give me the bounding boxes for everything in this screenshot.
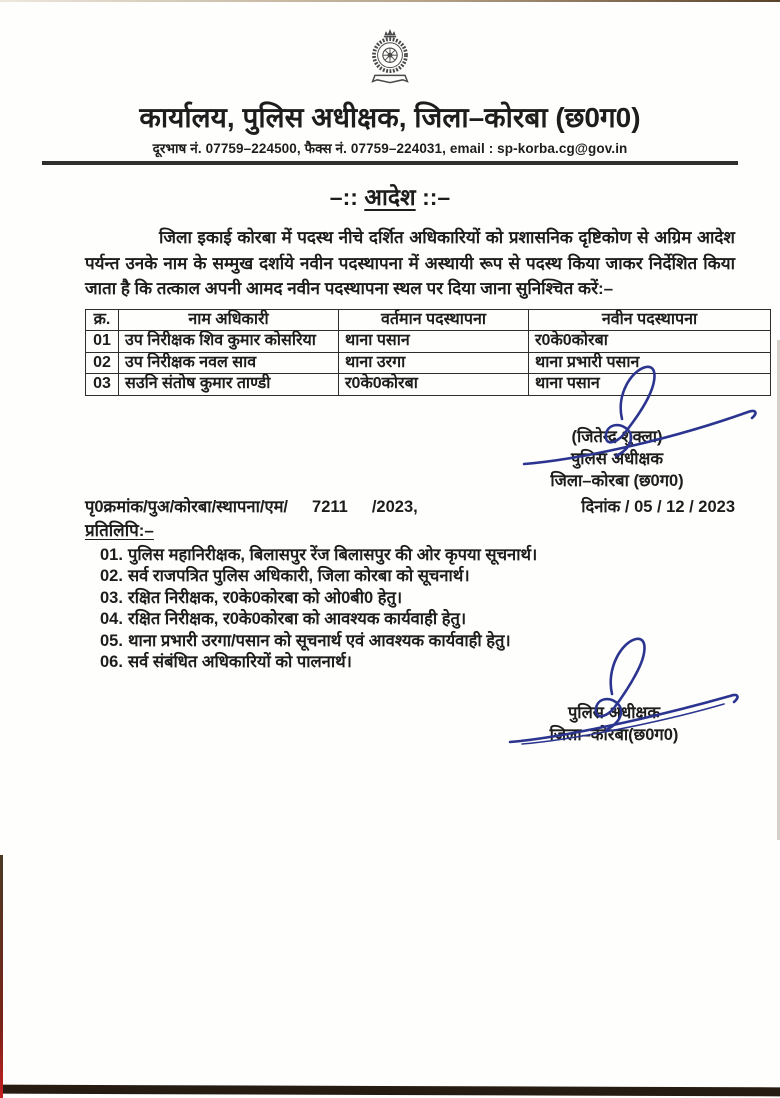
scan-edge-left bbox=[0, 855, 3, 1098]
table-row bbox=[86, 374, 771, 396]
office-title: कार्यालय, पुलिस अधीक्षक, जिला–कोरबा (छ0ग0) bbox=[139, 102, 641, 133]
order-heading-word: आदेश bbox=[364, 184, 416, 210]
copy-item-text: सर्व राजपत्रित पुलिस अधिकारी, जिला कोरबा को सूचनार्थ। bbox=[128, 567, 470, 585]
order-heading-prefix: –:: bbox=[329, 184, 358, 210]
order-heading bbox=[0, 180, 780, 212]
copy-item-text: सर्व संबंधित अधिकारियों को पालनार्थ। bbox=[128, 653, 352, 671]
cell-new-posting: थाना पसान bbox=[529, 374, 771, 396]
col-header-officer-name: नाम अधिकारी bbox=[119, 309, 339, 331]
order-date: दिनांक / 05 / 12 / 2023 bbox=[581, 497, 735, 516]
header-rule bbox=[42, 161, 738, 165]
signatory-district: जिला–कोरबा(छ0ग0) bbox=[549, 725, 679, 744]
copy-list-item bbox=[100, 545, 735, 567]
signatory-name: (जितेन्द्र शुक्ला) bbox=[571, 427, 663, 446]
cell-officer-name: सउनि संतोष कुमार ताण्डी bbox=[119, 374, 339, 396]
table-row bbox=[86, 352, 771, 374]
cell-current-posting: र0के0कोरबा bbox=[339, 374, 529, 396]
copy-item-number: 05. bbox=[100, 631, 123, 650]
copy-item-number: 03. bbox=[100, 588, 123, 607]
signatory-district: जिला–कोरबा (छ0ग0) bbox=[550, 471, 684, 490]
copy-item-text: रक्षित निरीक्षक, र0के0कोरबा को आवश्यक कार्यवाही हेतु। bbox=[128, 610, 467, 628]
copy-item-text: थाना प्रभारी उरगा/पसान को सूचनार्थ एवं आवश्यक कार्यवाही हेतु। bbox=[128, 631, 511, 650]
cell-current-posting: थाना उरगा bbox=[339, 352, 529, 374]
cell-current-posting: थाना पसान bbox=[339, 331, 529, 353]
contact-line: दूरभाष नं. 07759–224500, फैक्स नं. 07759–224031, email : sp-korba.cg@gov.in bbox=[152, 141, 628, 156]
reference-prefix: पृ0क्रमांक/पुअ/कोरबा/स्थापना/एम/ bbox=[85, 497, 289, 516]
reference-suffix: /2023, bbox=[371, 497, 418, 516]
copy-list-item bbox=[100, 631, 735, 653]
transfer-table-body bbox=[86, 331, 771, 396]
police-emblem-icon bbox=[355, 26, 425, 90]
copies-list bbox=[100, 545, 735, 674]
cell-serial: 01 bbox=[86, 331, 119, 353]
cell-officer-name: उप निरीक्षक नवल साव bbox=[119, 352, 339, 374]
copy-list-item bbox=[100, 566, 735, 588]
copy-list-item bbox=[100, 609, 735, 631]
copies-heading: प्रतिलिपि:– bbox=[85, 520, 154, 540]
signatory-designation: पुलिस अधीक्षक bbox=[570, 449, 664, 468]
cell-serial: 03 bbox=[86, 374, 119, 396]
order-heading-suffix: ::– bbox=[422, 184, 451, 210]
col-header-current-posting: वर्तमान पदस्थापना bbox=[339, 309, 529, 331]
cell-new-posting: र0के0कोरबा bbox=[529, 331, 771, 353]
reference-number: 7211 bbox=[312, 497, 348, 516]
copy-item-number: 06. bbox=[100, 653, 123, 671]
signature-block-bottom bbox=[514, 702, 714, 746]
scan-edge-top bbox=[0, 0, 780, 2]
reference-row bbox=[85, 496, 735, 518]
copy-list-item bbox=[100, 652, 735, 674]
cell-new-posting: थाना प्रभारी पसान bbox=[529, 352, 771, 374]
scan-edge-bottom bbox=[0, 1085, 780, 1097]
table-row bbox=[86, 331, 771, 353]
copy-item-number: 02. bbox=[100, 567, 123, 585]
letterhead bbox=[0, 0, 780, 95]
copy-item-text: रक्षित निरीक्षक, र0के0कोरबा को ओ0बी0 हेतु। bbox=[128, 588, 403, 607]
transfer-table bbox=[85, 309, 771, 396]
copy-item-number: 01. bbox=[100, 545, 123, 564]
order-body-paragraph: जिला इकाई कोरबा में पदस्थ नीचे दर्शित अधिकारियों को प्रशासनिक दृष्टिकोण से अग्रिम आदेश पर्यन्त उनके नाम के सम्मुख दर्शाये नवीन पदस्थापना में अस्थायी रूप से पदस्थ किया जाकर निर्देशित किया जाता है कि तत्काल अपनी आमद नवीन पदस्थापना स्थल पर दिया जाना सुनिश्चित करें:– bbox=[85, 228, 735, 298]
reference-number-line bbox=[85, 496, 418, 518]
copy-item-text: पुलिस महानिरीक्षक, बिलासपुर रेंज बिलासपुर की ओर कृपया सूचनार्थ। bbox=[128, 545, 538, 564]
cell-officer-name: उप निरीक्षक शिव कुमार कोसरिया bbox=[119, 331, 339, 353]
col-header-serial: क्र. bbox=[86, 309, 119, 331]
signature-block-top bbox=[512, 426, 722, 492]
cell-serial: 02 bbox=[86, 352, 119, 374]
signatory-designation: पुलिस अधीक्षक bbox=[567, 703, 661, 722]
copy-item-number: 04. bbox=[100, 610, 123, 628]
copy-list-item bbox=[100, 588, 735, 610]
col-header-new-posting: नवीन पदस्थापना bbox=[529, 309, 771, 331]
table-header-row bbox=[86, 309, 771, 331]
